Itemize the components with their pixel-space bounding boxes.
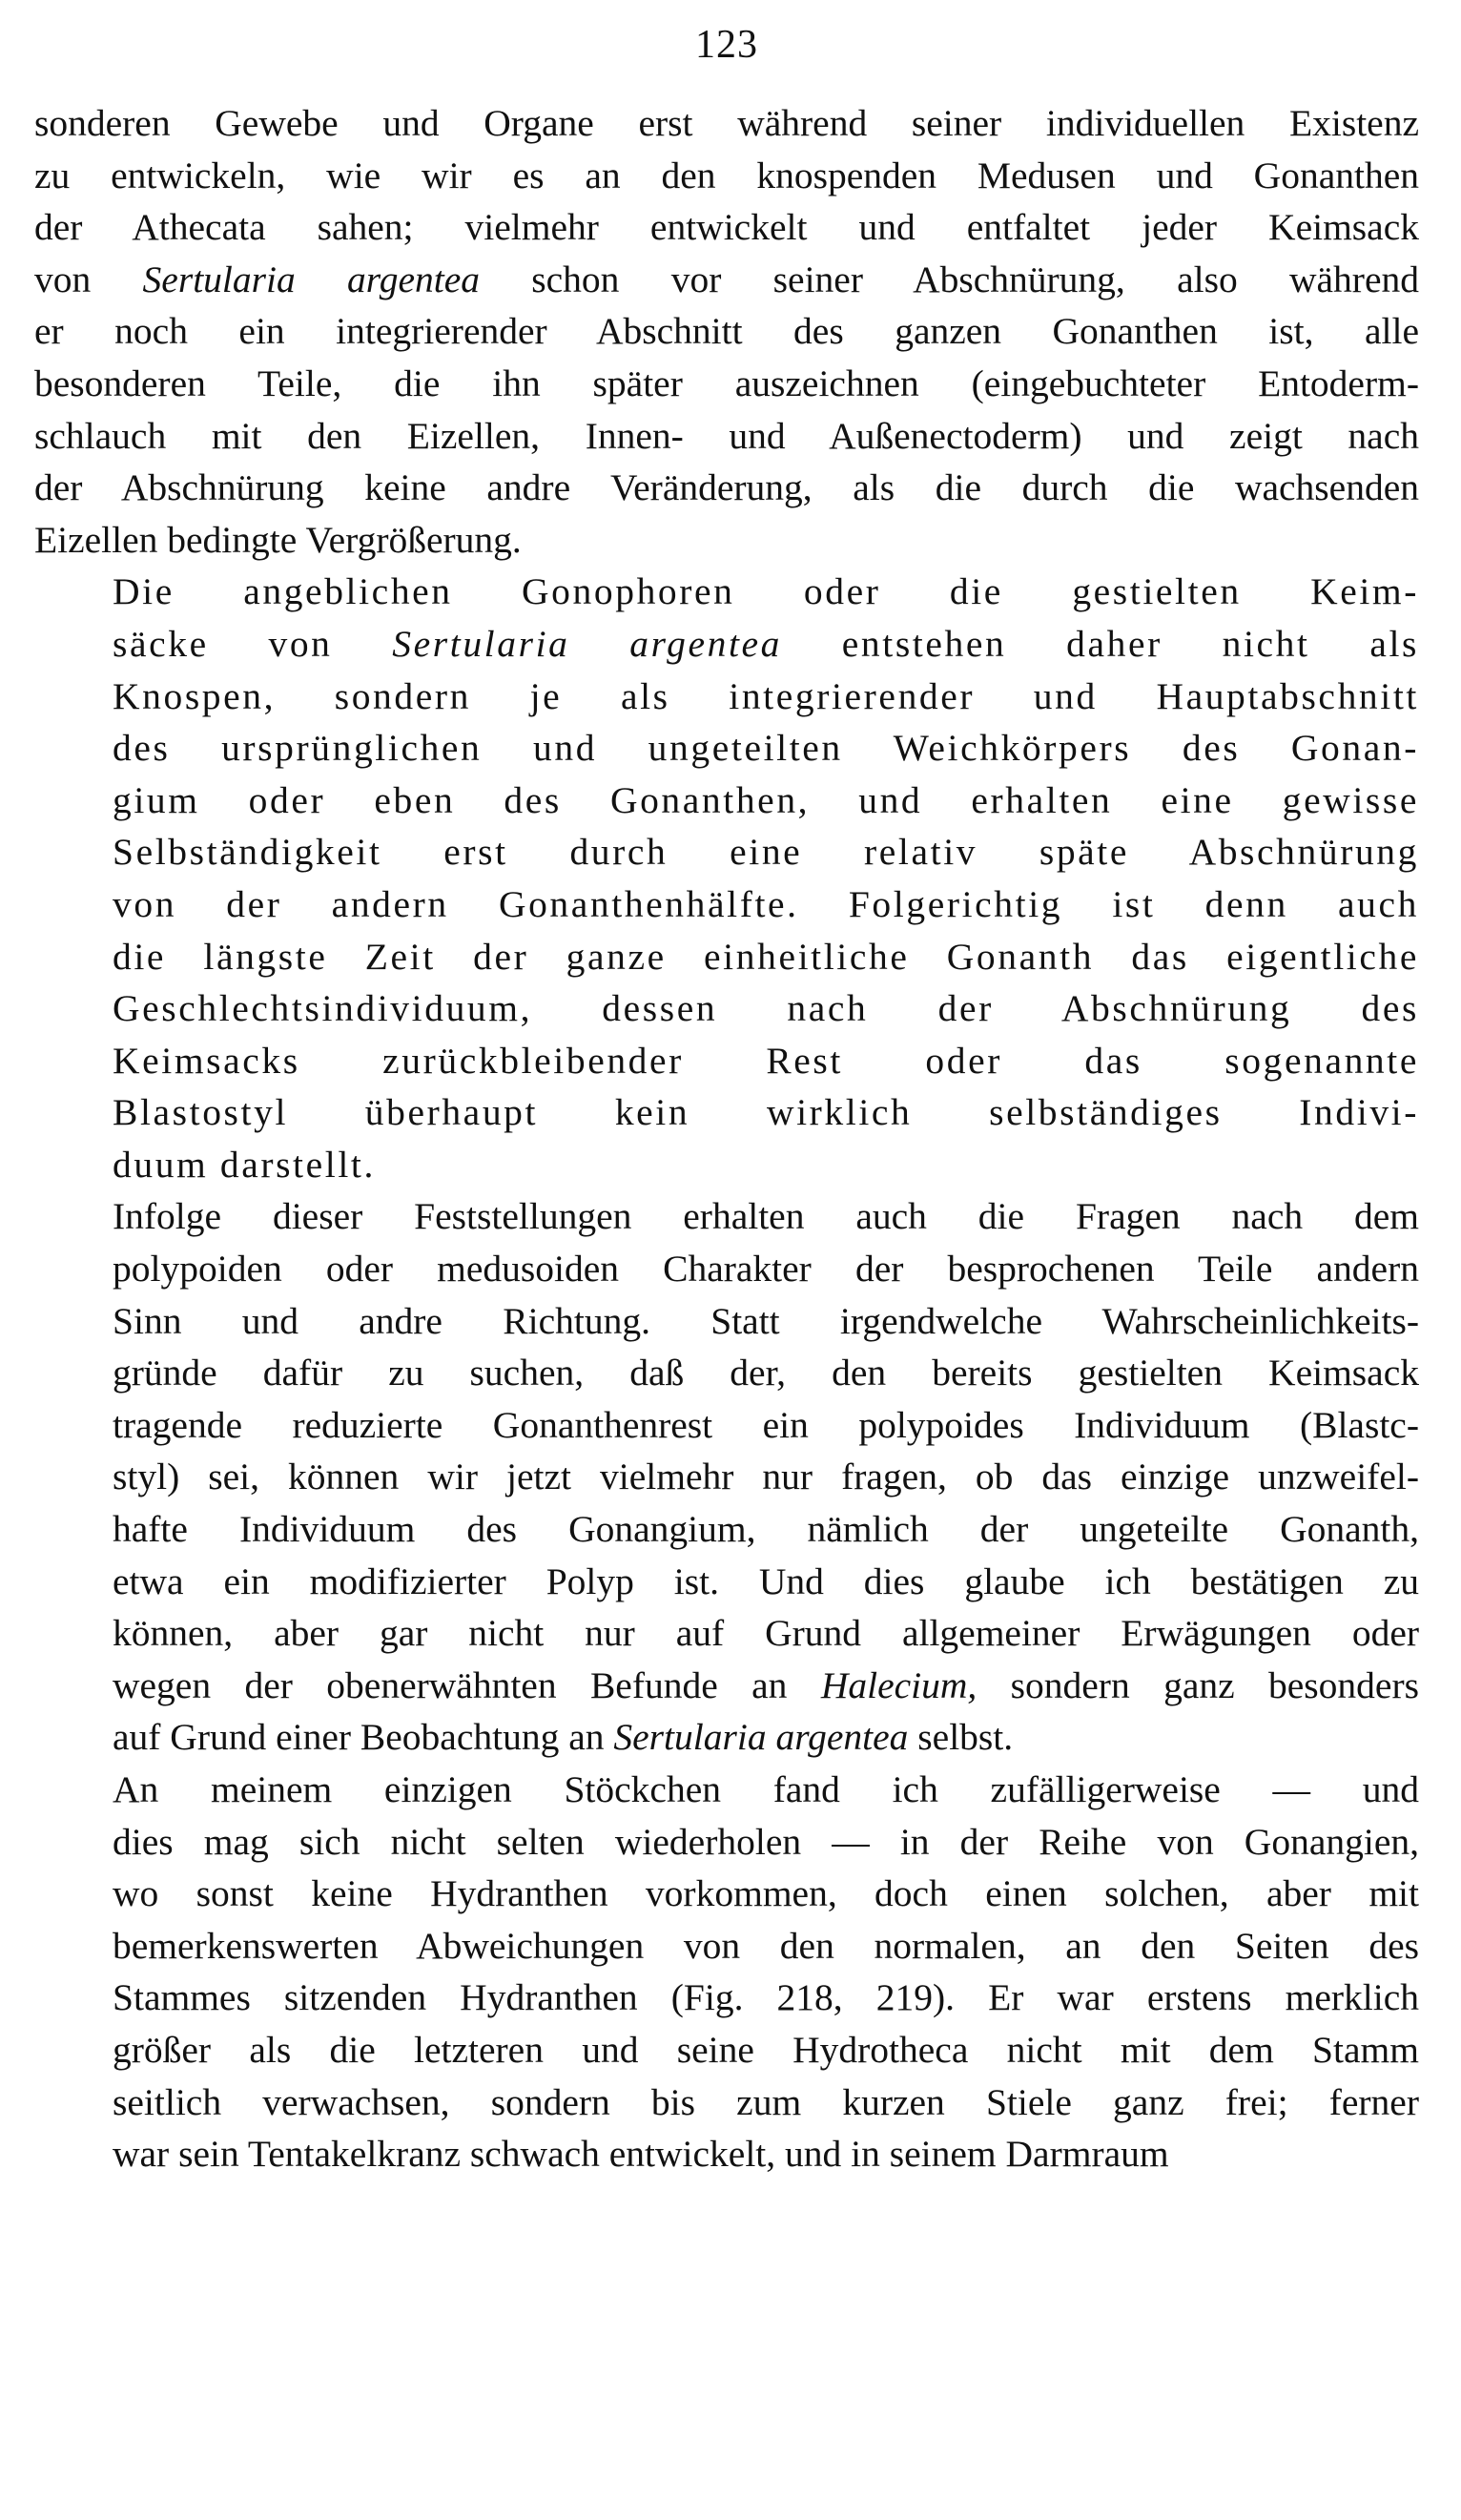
text-line: gium oder eben des Gonanthen, und erhalten eine gewisse: [113, 778, 1419, 821]
paragraph: [34, 1190, 1419, 1764]
text-line: Die angeblichen Gonophoren oder die gestielten Keim-: [113, 570, 1419, 613]
text-line: Sinn und andre Richtung. Statt irgendwelche Wahrscheinlichkeits-: [113, 1299, 1419, 1342]
text-line: An meinem einzigen Stöckchen fand ich zufälligerweise — und: [113, 1768, 1419, 1810]
text-line: säcke von Sertularia argentea entstehen daher nicht als: [113, 622, 1419, 665]
italic-term: Sertularia argentea: [613, 1716, 909, 1759]
text-line: des ursprünglichen und ungeteilten Weichkörpers des Gonan-: [113, 727, 1419, 770]
body-text: [34, 97, 1419, 2180]
text-line: Blastostyl überhaupt kein wirklich selbständiges Indivi-: [113, 1091, 1419, 1134]
text-line: tragende reduzierte Gonanthenrest ein polypoides Individuum (Blastc-: [113, 1403, 1419, 1446]
text-line: sonderen Gewebe und Organe erst während seiner individuellen Existenz: [34, 102, 1419, 144]
italic-term: Halecium,: [820, 1663, 977, 1706]
text-line: von Sertularia argentea schon vor seiner Abschnürung, also während: [34, 258, 1419, 300]
text-line: die längste Zeit der ganze einheitliche Gonanth das eigentliche: [113, 935, 1419, 978]
text-line: größer als die letzteren und seine Hydrotheca nicht mit dem Stamm: [113, 2028, 1419, 2071]
text-line: der Abschnürung keine andre Veränderung, als die durch die wachsenden: [34, 466, 1419, 509]
text-line: styl) sei, können wir jetzt vielmehr nur fragen, ob das einzige unzweifel-: [113, 1456, 1419, 1498]
italic-term: Sertularia argentea: [392, 622, 783, 665]
text-line: Geschlechtsindividuum, dessen nach der Abschnürung des: [113, 987, 1419, 1030]
document-page: [34, 0, 1419, 2520]
text-line: seitlich verwachsen, sondern bis zum kurzen Stiele ganz frei; ferner: [113, 2080, 1419, 2123]
text-line: wo sonst keine Hydranthen vorkommen, doch einen solchen, aber mit: [113, 1872, 1419, 1915]
text-line: können, aber gar nicht nur auf Grund allgemeiner Erwägungen oder: [113, 1612, 1419, 1655]
text-line: von der andern Gonanthenhälfte. Folgerichtig ist denn auch: [113, 882, 1419, 925]
text-line: etwa ein modifizierter Polyp ist. Und dies glaube ich bestätigen zu: [113, 1560, 1419, 1602]
text-line: bemerkenswerten Abweichungen von den normalen, an den Seiten des: [113, 1924, 1419, 1967]
text-line: duum darstellt.: [113, 1143, 376, 1186]
italic-term: Sertularia argentea: [142, 258, 480, 300]
text-line: der Athecata sahen; vielmehr entwickelt und entfaltet jeder Keimsack: [34, 206, 1419, 249]
text-line: schlauch mit den Eizellen, Innen- und Außenectoderm) und zeigt nach: [34, 414, 1419, 457]
text-line: gründe dafür zu suchen, daß der, den bereits gestielten Keimsack: [113, 1352, 1419, 1394]
paragraph: [34, 97, 1419, 566]
text-line: polypoiden oder medusoiden Charakter der besprochenen Teile andern: [113, 1248, 1419, 1291]
paragraph: [34, 566, 1419, 1190]
text-line: Selbständigkeit erst durch eine relativ späte Abschnürung: [113, 831, 1419, 874]
paragraph: [34, 1764, 1419, 2180]
text-line: Stammes sitzenden Hydranthen (Fig. 218, 219). Er war erstens merklich: [113, 1976, 1419, 2019]
text-line: wegen der obenerwähnten Befunde an Halecium, sondern ganz besonders: [113, 1663, 1419, 1706]
text-line: auf Grund einer Beobachtung an Sertularia argentea selbst.: [113, 1716, 1014, 1759]
text-line: hafte Individuum des Gonangium, nämlich der ungeteilte Gonanth,: [113, 1508, 1419, 1551]
text-line: war sein Tentakelkranz schwach entwickelt, und in seinem Darmraum: [113, 2133, 1169, 2176]
text-line: Keimsacks zurückbleibender Rest oder das sogenannte: [113, 1039, 1419, 1082]
text-line: Eizellen bedingte Vergrößerung.: [34, 518, 522, 561]
text-line: Knospen, sondern je als integrierender und Hauptabschnitt: [113, 674, 1419, 717]
text-line: zu entwickeln, wie wir es an den knospenden Medusen und Gonanthen: [34, 154, 1419, 196]
page-number: 123: [695, 23, 758, 67]
text-line: besonderen Teile, die ihn später auszeichnen (eingebuchteter Entoderm-: [34, 361, 1419, 404]
text-line: dies mag sich nicht selten wiederholen — in der Reihe von Gonangien,: [113, 1820, 1419, 1863]
text-line: er noch ein integrierender Abschnitt des ganzen Gonanthen ist, alle: [34, 310, 1419, 353]
text-line: Infolge dieser Feststellungen erhalten auch die Fragen nach dem: [113, 1195, 1419, 1238]
